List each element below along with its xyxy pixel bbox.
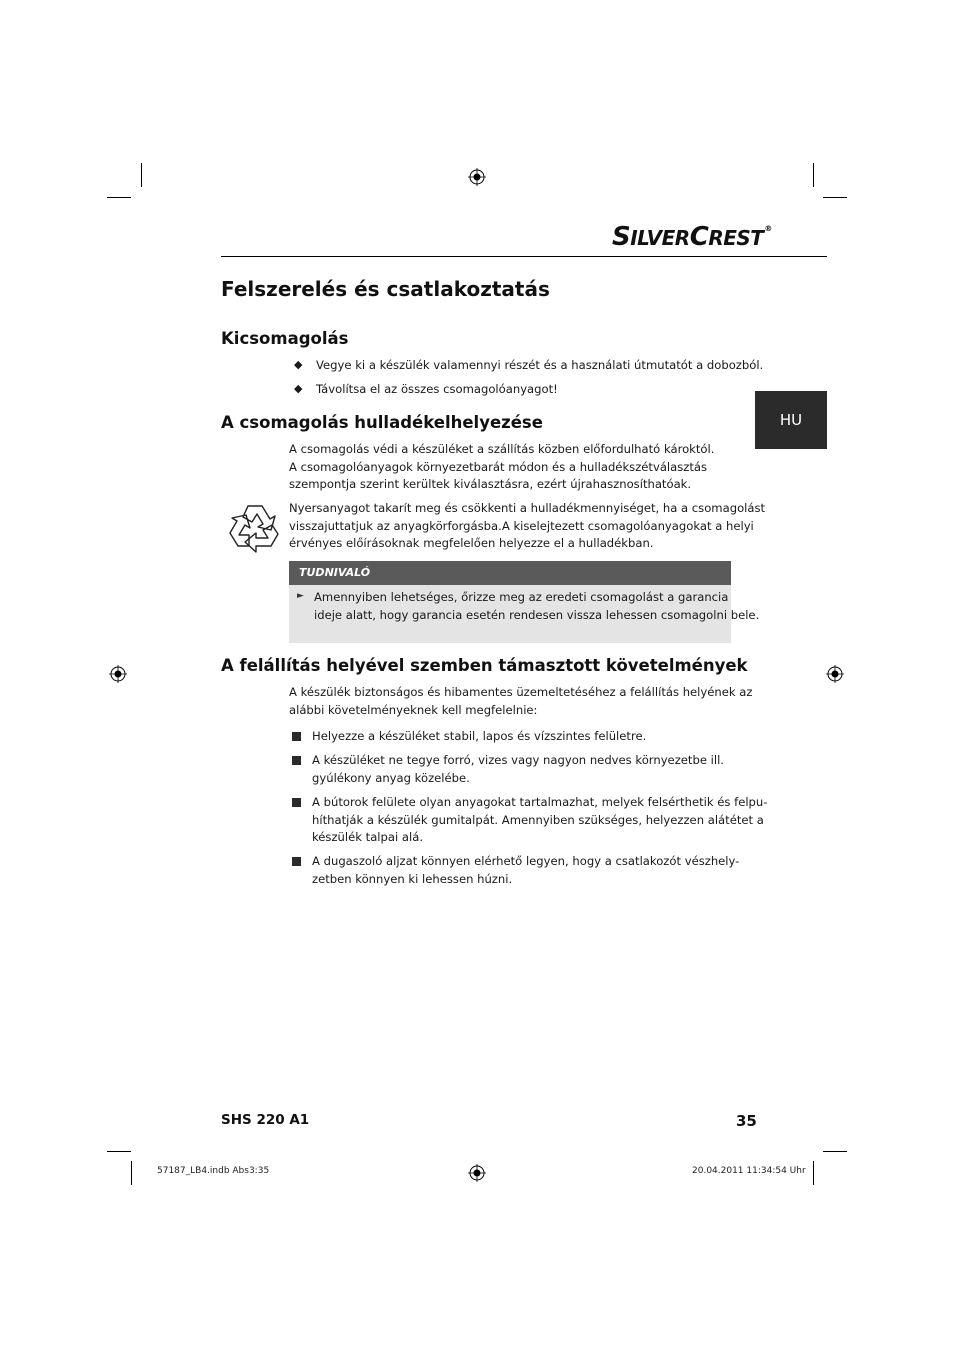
square-bullet-icon: [292, 756, 301, 765]
crop-mark: [141, 163, 142, 187]
brand-logo: SILVERCREST®: [612, 222, 772, 252]
location-intro: A készülék biztonságos és hibamentes üzemeltetéséhez a felállítás helyének az alábbi követelményeknek kell megfelelnie:: [289, 685, 753, 717]
diamond-bullet-icon: ◆: [294, 358, 303, 371]
disposal-paragraph-recycling: Nyersanyagot takarít meg és csökkenti a hulladékmennyiséget, ha a csomagolást visszajuttatjuk az anyagkörforgásba.A kiselejtezett csomagolóanyagokat a helyi érvényes előírásoknak megfelelően helyezze el a hulladékban.: [289, 501, 766, 550]
crop-mark: [107, 1151, 131, 1152]
crop-mark: [813, 163, 814, 187]
list-item: A dugaszoló aljzat könnyen elérhető legyen, hogy a csatlakozót vészhely- zetben könnyen ki lehessen húzni.: [312, 854, 740, 886]
crop-mark: [823, 197, 847, 198]
section-heading-disposal: A csomagolás hulladékelhelyezése: [221, 413, 543, 432]
print-slug-timestamp: 20.04.2011 11:34:54 Uhr: [692, 1166, 806, 1176]
list-item: Vegye ki a készülék valamennyi részét és a használati útmutatót a dobozból.: [316, 358, 764, 372]
section-heading-location: A felállítás helyével szemben támasztott követelmények: [221, 656, 748, 675]
crop-mark: [813, 1161, 814, 1185]
page-title: Felszerelés és csatlakoztatás: [221, 277, 550, 301]
note-title: TUDNIVALÓ: [289, 561, 731, 585]
list-item: Távolítsa el az összes csomagolóanyagot!: [316, 382, 558, 396]
crop-mark: [107, 197, 131, 198]
arrow-bullet-icon: ►: [297, 591, 304, 601]
model-number: SHS 220 A1: [221, 1112, 310, 1128]
crop-mark: [131, 1161, 132, 1185]
list-item: Helyezze a készüléket stabil, lapos és vízszintes felületre.: [312, 729, 647, 743]
square-bullet-icon: [292, 857, 301, 866]
crop-mark: [823, 1151, 847, 1152]
section-heading-unpack: Kicsomagolás: [221, 329, 349, 348]
print-slug-file: 57187_LB4.indb Abs3:35: [157, 1166, 270, 1176]
square-bullet-icon: [292, 798, 301, 807]
registration-mark-icon: [468, 1164, 486, 1182]
language-tab: HU: [755, 391, 827, 449]
disposal-paragraph: A csomagolás védi a készüléket a szállítás közben előfordulható károktól. A csomagolóanyagok környezetbarát módon és a hulladékszétválasztás szempontja szerint kerültek kiválasztásra, ezért újrahasznosíthatóak.: [289, 442, 715, 491]
note-text: Amennyiben lehetséges, őrizze meg az eredeti csomagolást a garancia ideje alatt, hogy garancia esetén rendesen vissza lehessen csomagolni bele.: [314, 590, 760, 622]
header-rule: [221, 256, 827, 257]
registration-mark-icon: [826, 665, 844, 683]
page-number: 35: [736, 1112, 757, 1130]
registration-mark-icon: [109, 665, 127, 683]
diamond-bullet-icon: ◆: [294, 382, 303, 395]
list-item: A bútorok felülete olyan anyagokat tartalmazhat, melyek felsérthetik és felpu- híthatják a készülék gumitalpát. Amennyiben szükséges, helyezzen alátétet a készülék talpai alá.: [312, 795, 768, 844]
list-item: A készüléket ne tegye forró, vizes vagy nagyon nedves környezetbe ill. gyúlékony anyag közelébe.: [312, 753, 724, 785]
registration-mark-icon: [468, 168, 486, 186]
square-bullet-icon: [292, 732, 301, 741]
recycling-icon: [226, 500, 284, 558]
